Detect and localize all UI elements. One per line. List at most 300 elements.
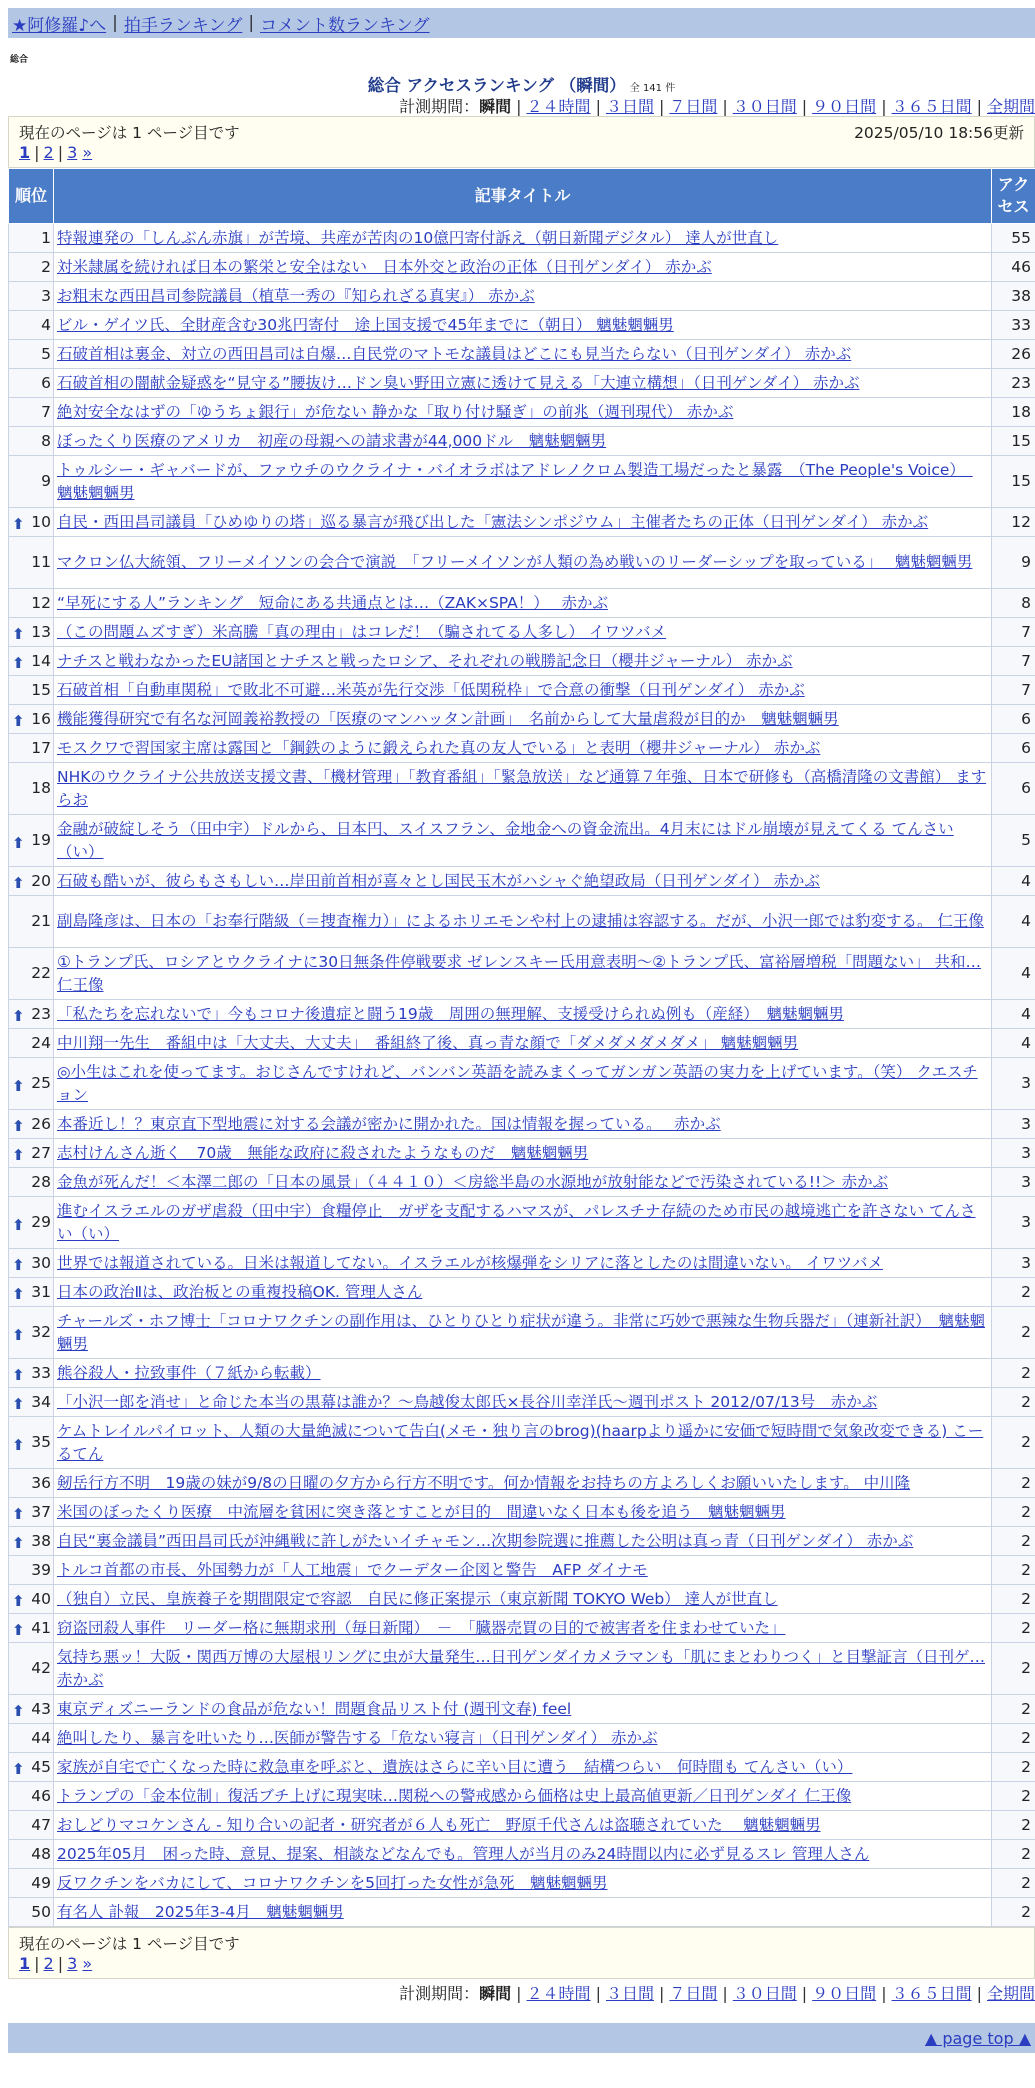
- article-link[interactable]: ナチスと戦わなかったEU諸国とナチスと戦ったロシア、それぞれの戦勝記念日（櫻井ジャーナル） 赤かぶ: [57, 652, 793, 670]
- pager-current-page[interactable]: 1: [19, 1954, 30, 1973]
- table-row: [9, 1840, 1035, 1869]
- table-row: [9, 282, 1035, 311]
- title-cell: [54, 1029, 992, 1058]
- title-cell: [54, 1724, 992, 1753]
- rank-up-arrow-icon: ⬆: [12, 1254, 25, 1277]
- title-cell: [54, 1614, 992, 1643]
- rank-cell: [9, 1000, 54, 1029]
- rank-number: 28: [31, 1173, 51, 1191]
- title-cell: [54, 1168, 992, 1197]
- comment-ranking-link[interactable]: コメント数ランキング: [260, 11, 430, 36]
- article-link[interactable]: ケムトレイルパイロット、人類の大量絶滅について告白(メモ・独り言のbrog)(haarpより遥かに安価で短時間で気象改変できる) こーるてん: [57, 1422, 983, 1463]
- article-link[interactable]: 機能獲得研究で有名な河岡義裕教授の「医療のマンハッタン計画」 名前からして大量虐殺が目的か 魑魅魍魎男: [57, 710, 839, 728]
- rank-cell: [9, 1498, 54, 1527]
- table-row: [9, 896, 1035, 948]
- article-link[interactable]: 反ワクチンをバカにして、コロナワクチンを5回打った女性が急死 魑魅魍魎男: [57, 1874, 608, 1892]
- rank-number: 2: [41, 258, 51, 276]
- article-link[interactable]: 自民“裏金議員”西田昌司氏が沖縄戦に許しがたいイチャモン…次期参院選に推薦した公明は真っ青（日刊ゲンダイ） 赤かぶ: [57, 1532, 913, 1550]
- pager-top: [8, 116, 1035, 168]
- rank-cell: [9, 1359, 54, 1388]
- period-link[interactable]: ９０日間: [812, 97, 876, 116]
- rank-cell: [9, 1168, 54, 1197]
- period-link[interactable]: ７日間: [669, 97, 717, 116]
- table-row: [9, 618, 1035, 647]
- article-link[interactable]: 副島隆彦は、日本の「お奉行階級（＝捜査権力）」によるホリエモンや村上の逮捕は容認する。だが、小沢一郎では豹変する。 仁王像: [57, 912, 984, 930]
- title-cell: [54, 1782, 992, 1811]
- article-link[interactable]: ①トランプ氏、ロシアとウクライナに30日無条件停戦要求 ゼレンスキー氏用意表明～②トランプ氏、富裕層増税「問題ない」 共和… 仁王像: [57, 953, 981, 994]
- rank-cell: [9, 647, 54, 676]
- rank-number: 47: [31, 1816, 51, 1834]
- title-cell: [54, 1898, 992, 1927]
- title-cell: [54, 1359, 992, 1388]
- title-cell: [54, 1643, 992, 1695]
- rank-number: 6: [41, 374, 51, 392]
- ranking-table: [8, 168, 1035, 1927]
- rank-up-arrow-icon: ⬆: [12, 1075, 25, 1098]
- article-link[interactable]: 世界では報道されている。日米は報道してない。イスラエルが核爆弾をシリアに落としたのは間違いない。 イワツバメ: [57, 1254, 883, 1272]
- title-cell: [54, 1753, 992, 1782]
- period-link[interactable]: ３０日間: [733, 1984, 797, 2003]
- pager-page-link[interactable]: 2: [44, 143, 54, 162]
- title-cell: [54, 1585, 992, 1614]
- page: [8, 8, 1035, 2053]
- pager-page-link[interactable]: 2: [44, 1954, 54, 1973]
- period-link[interactable]: 全期間: [987, 97, 1035, 116]
- title-cell: [54, 1417, 992, 1469]
- rank-cell: [9, 537, 54, 589]
- rank-number: 39: [31, 1561, 51, 1579]
- table-row: [9, 427, 1035, 456]
- article-link[interactable]: 窃盗団殺人事件 リーダー格に無期求刑（毎日新聞） － 「臓器売買の目的で被害者を住まわせていた」: [57, 1619, 786, 1637]
- article-link[interactable]: 家族が自宅で亡くなった時に救急車を呼ぶと、遺族はさらに辛い目に遭う 結構つらい 何時間も てんさい（い）: [57, 1758, 852, 1776]
- period-link[interactable]: ３６５日間: [892, 97, 972, 116]
- rank-cell: [9, 618, 54, 647]
- article-link[interactable]: 金融が破綻しそう（田中宇）ドルから、日本円、スイスフラン、金地金への資金流出。4月末にはドル崩壊が見えてくる てんさい（い）: [57, 820, 954, 861]
- rank-number: 16: [31, 710, 51, 728]
- access-count: 3: [992, 1197, 1035, 1249]
- article-link[interactable]: NHKのウクライナ公共放送支援文書、「機材管理」「教育番組」「緊急放送」など通算７年強、日本で研修も（高橋清隆の文書館） ますらお: [57, 768, 986, 809]
- rank-up-arrow-icon: ⬆: [12, 1283, 25, 1306]
- rank-number: 3: [41, 287, 51, 305]
- rank-up-arrow-icon: ⬆: [12, 1619, 25, 1642]
- title-cell: [54, 1498, 992, 1527]
- table-row: [9, 815, 1035, 867]
- rank-number: 41: [31, 1619, 51, 1637]
- title-cell: [54, 1110, 992, 1139]
- table-row: [9, 734, 1035, 763]
- rank-cell: [9, 705, 54, 734]
- rank-cell: [9, 1527, 54, 1556]
- table-row: [9, 340, 1035, 369]
- access-count: 2: [992, 1898, 1035, 1927]
- period-link[interactable]: ３日間: [606, 97, 654, 116]
- article-link[interactable]: 対米隷属を続ければ日本の繁栄と安全はない 日本外交と政治の正体（日刊ゲンダイ） 赤かぶ: [57, 258, 712, 276]
- table-row: [9, 1898, 1035, 1927]
- rank-up-arrow-icon: ⬆: [12, 1144, 25, 1167]
- top-nav-bar: [8, 8, 1035, 38]
- home-link[interactable]: ★阿修羅♪へ: [12, 11, 106, 36]
- article-link[interactable]: “早死にする人”ランキング 短命にある共通点とは…（ZAK×SPA！） 赤かぶ: [57, 594, 608, 612]
- title-cell: [54, 1388, 992, 1417]
- rank-up-arrow-icon: ⬆: [12, 1115, 25, 1138]
- rank-number: 40: [31, 1590, 51, 1608]
- article-link[interactable]: ぼったくり医療のアメリカ 初産の母親への請求書が44,000ドル 魑魅魍魎男: [57, 432, 606, 450]
- rank-up-arrow-icon: ⬆: [12, 1532, 25, 1555]
- access-count: 4: [992, 948, 1035, 1000]
- article-link[interactable]: 有名人 訃報 2025年3-4月 魑魅魍魎男: [57, 1903, 344, 1921]
- table-row: [9, 676, 1035, 705]
- title-cell: [54, 1695, 992, 1724]
- rank-number: 43: [31, 1700, 51, 1718]
- period-separator: |: [722, 97, 727, 116]
- rank-number: 34: [31, 1393, 51, 1411]
- rank-column-header: 順位: [9, 169, 54, 224]
- access-count: 2: [992, 1695, 1035, 1724]
- table-row: [9, 1000, 1035, 1029]
- rank-up-arrow-icon: ⬆: [12, 652, 25, 675]
- article-link[interactable]: 日本の政治Ⅱは、政治板との重複投稿OK. 管理人さん: [57, 1283, 422, 1301]
- rank-number: 44: [31, 1729, 51, 1747]
- title-cell: [54, 763, 992, 815]
- article-link[interactable]: ◎小生はこれを使ってます。おじさんですけれど、バンバン英語を読みまくってガンガン英語の実力を上げています。（笑） クエスチョン: [57, 1063, 978, 1104]
- table-row: [9, 1869, 1035, 1898]
- table-row: [9, 508, 1035, 537]
- table-row: [9, 1278, 1035, 1307]
- period-separator: |: [722, 1984, 727, 2003]
- period-separator: |: [659, 97, 664, 116]
- article-link[interactable]: ビル・ゲイツ氏、全財産含む30兆円寄付 途上国支援で45年までに（朝日） 魑魅魍魎男: [57, 316, 674, 334]
- title-cell: [54, 1307, 992, 1359]
- rank-up-arrow-icon: ⬆: [12, 832, 25, 855]
- access-count: 33: [992, 311, 1035, 340]
- rank-number: 25: [31, 1074, 51, 1092]
- access-count: 2: [992, 1643, 1035, 1695]
- article-link[interactable]: トルコ首都の市長、外国勢力が「人工地震」でクーデター企図と警告 AFP ダイナモ: [57, 1561, 648, 1579]
- rank-cell: [9, 311, 54, 340]
- article-link[interactable]: （この問題ムズすぎ）米高騰「真の理由」はコレだ！（騙されてる人多し） イワツバメ: [57, 623, 666, 641]
- rank-number: 13: [31, 623, 51, 641]
- rank-number: 24: [31, 1034, 51, 1052]
- rank-up-arrow-icon: ⬆: [12, 1324, 25, 1347]
- article-link[interactable]: 石破首相は裏金、対立の西田昌司は自爆…自民党のマトモな議員はどこにも見当たらない（日刊ゲンダイ） 赤かぶ: [57, 345, 851, 363]
- pager-page-link[interactable]: 3: [67, 143, 77, 162]
- title-cell: [54, 311, 992, 340]
- table-row: [9, 1417, 1035, 1469]
- rank-up-arrow-icon: ⬆: [12, 1393, 25, 1416]
- table-row: [9, 1556, 1035, 1585]
- article-link[interactable]: 「小沢一郎を消せ」と命じた本当の黒幕は誰か？～鳥越俊太郎氏×長谷川幸洋氏～週刊ポスト 2012/07/13号 赤かぶ: [57, 1393, 877, 1411]
- title-cell: [54, 676, 992, 705]
- article-link[interactable]: トゥルシー・ギャバードが、ファウチのウクライナ・バイオラボはアドレノクロム製造工場だったと暴露 （The People's Voice） 魑魅魍魎男: [57, 461, 973, 502]
- rank-cell: [9, 1695, 54, 1724]
- pager-links: [19, 1954, 1024, 1976]
- pager-current-page[interactable]: 1: [19, 143, 30, 162]
- rank-number: 42: [31, 1659, 51, 1677]
- access-count: 4: [992, 867, 1035, 896]
- title-cell: [54, 1527, 992, 1556]
- table-row: [9, 253, 1035, 282]
- access-count: 3: [992, 1139, 1035, 1168]
- period-selector-bottom: [8, 1981, 1035, 2003]
- period-link[interactable]: ２４時間: [527, 1984, 591, 2003]
- applause-ranking-link[interactable]: 拍手ランキング: [124, 11, 243, 36]
- access-count: 2: [992, 1556, 1035, 1585]
- article-link[interactable]: 絶叫したり、暴言を吐いたり…医師が警告する「危ない寝言」（日刊ゲンダイ） 赤かぶ: [57, 1729, 657, 1747]
- title-cell: [54, 1811, 992, 1840]
- access-count: 7: [992, 647, 1035, 676]
- access-count: 2: [992, 1585, 1035, 1614]
- article-link[interactable]: マクロン仏大統領、フリーメイソンの会合で演説 「フリーメイソンが人類の為め戦いのリーダーシップを取っている」 魑魅魍魎男: [57, 553, 972, 571]
- rank-number: 11: [31, 553, 51, 571]
- period-separator: |: [516, 1984, 521, 2003]
- access-count: 46: [992, 253, 1035, 282]
- access-count: 2: [992, 1359, 1035, 1388]
- period-link[interactable]: ３０日間: [733, 97, 797, 116]
- article-link[interactable]: 熊谷殺人・拉致事件（７紙から転載）: [57, 1364, 321, 1382]
- table-row: [9, 1643, 1035, 1695]
- rank-cell: [9, 398, 54, 427]
- article-link[interactable]: 特報連発の「しんぶん赤旗」が苦境、共産が苦肉の10億円寄付訴え（朝日新聞デジタル） 達人が世直し: [57, 229, 778, 247]
- rank-cell: [9, 427, 54, 456]
- access-count: 15: [992, 427, 1035, 456]
- rank-number: 37: [31, 1503, 51, 1521]
- title-cell: [54, 369, 992, 398]
- updated-time: 2025/05/10 18:56更新: [854, 121, 1024, 143]
- title-cell: [54, 705, 992, 734]
- article-link[interactable]: 剱岳行方不明 19歳の妹が9/8の日曜の夕方から行方不明です。何か情報をお持ちの方よろしくお願いいたします。 中川隆: [57, 1474, 910, 1492]
- article-link[interactable]: お粗末な西田昌司参院議員（植草一秀の『知られざる真実』） 赤かぶ: [57, 287, 535, 305]
- rank-number: 15: [31, 681, 51, 699]
- page-status: 現在のページは 1 ページ目です: [19, 121, 240, 143]
- rank-number: 23: [31, 1005, 51, 1023]
- rank-number: 36: [31, 1474, 51, 1492]
- rank-cell: [9, 369, 54, 398]
- rank-cell: [9, 1556, 54, 1585]
- page-status: 現在のページは 1 ページ目です: [19, 1932, 240, 1954]
- article-link[interactable]: モスクワで習国家主席は露国と「鋼鉄のように鍛えられた真の友人でいる」と表明（櫻井ジャーナル） 赤かぶ: [57, 739, 820, 757]
- pager-separator: |: [34, 1954, 39, 1973]
- table-row: [9, 537, 1035, 589]
- access-count: 12: [992, 508, 1035, 537]
- rank-cell: [9, 224, 54, 253]
- period-label: 計測期間：: [399, 97, 479, 116]
- rank-cell: [9, 1869, 54, 1898]
- title-cell: [54, 867, 992, 896]
- article-link[interactable]: 石破首相の闇献金疑惑を“見守る”腰抜け…ドン臭い野田立憲に透けて見える「大連立構想」（日刊ゲンダイ） 赤かぶ: [57, 374, 860, 392]
- article-link[interactable]: 中川翔一先生 番組中は「大丈夫、大丈夫」 番組終了後、真っ青な顔で「ダメダメダメダメ」 魑魅魍魎男: [57, 1034, 798, 1052]
- rank-cell: [9, 1614, 54, 1643]
- table-row: [9, 1614, 1035, 1643]
- rank-number: 29: [31, 1213, 51, 1231]
- rank-cell: [9, 589, 54, 618]
- article-link[interactable]: 自民・西田昌司議員「ひめゆりの塔」巡る暴言が飛び出した「憲法シンポジウム」主催者たちの正体（日刊ゲンダイ） 赤かぶ: [57, 513, 928, 531]
- rank-number: 9: [41, 472, 51, 490]
- article-link[interactable]: 絶対安全なはずの「ゆうちょ銀行」が危ない 静かな「取り付け騒ぎ」の前兆（週刊現代） 赤かぶ: [57, 403, 733, 421]
- article-link[interactable]: 進むイスラエルのガザ虐殺（田中宇）食糧停止 ガザを支配するハマスが、パレスチナ存続のため市民の越境逃亡を許さない てんさい（い）: [57, 1202, 976, 1243]
- access-count: 7: [992, 676, 1035, 705]
- table-row: [9, 1724, 1035, 1753]
- footer-bar: [8, 2023, 1035, 2053]
- period-link[interactable]: ３日間: [606, 1984, 654, 2003]
- title-cell: [54, 253, 992, 282]
- table-row: [9, 1359, 1035, 1388]
- article-link[interactable]: 本番近し！？東京直下型地震に対する会議が密かに開かれた。国は情報を握っている。 赤かぶ: [57, 1115, 721, 1133]
- rank-cell: [9, 676, 54, 705]
- article-link[interactable]: （独自）立民、皇族養子を期間限定で容認 自民に修正案提示（東京新聞 TOKYO Web） 達人が世直し: [57, 1590, 778, 1608]
- access-count: 2: [992, 1388, 1035, 1417]
- rank-number: 17: [31, 739, 51, 757]
- period-link[interactable]: ７日間: [669, 1984, 717, 2003]
- table-row: [9, 1527, 1035, 1556]
- period-separator: |: [596, 1984, 601, 2003]
- article-link[interactable]: おしどりマコケンさん - 知り合いの記者・研究者が６人も死亡 野原千代さんは盗聴されていた 魑魅魍魎男: [57, 1816, 821, 1834]
- article-link[interactable]: 金魚が死んだ！＜本澤二郎の「日本の風景」（４４１０）＜房総半島の水源地が放射能などで汚染されている!!＞ 赤かぶ: [57, 1173, 888, 1191]
- access-count: 38: [992, 282, 1035, 311]
- rank-number: 5: [41, 345, 51, 363]
- access-count: 2: [992, 1417, 1035, 1469]
- rank-cell: [9, 1840, 54, 1869]
- rank-number: 45: [31, 1758, 51, 1776]
- rank-cell: [9, 1197, 54, 1249]
- article-link[interactable]: 気持ち悪ッ！大阪・関西万博の大屋根リングに虫が大量発生…日刊ゲンダイカメラマンも「肌にまとわりつく」と目撃証言（日刊ゲ… 赤かぶ: [57, 1648, 985, 1689]
- rank-cell: [9, 734, 54, 763]
- access-count: 3: [992, 1168, 1035, 1197]
- rank-up-arrow-icon: ⬆: [12, 1364, 25, 1387]
- rank-cell: [9, 1417, 54, 1469]
- access-count: 2: [992, 1614, 1035, 1643]
- period-selector-top: [8, 94, 1035, 116]
- rank-cell: [9, 948, 54, 1000]
- access-count: 2: [992, 1869, 1035, 1898]
- rank-number: 33: [31, 1364, 51, 1382]
- access-count: 2: [992, 1724, 1035, 1753]
- title-cell: [54, 1000, 992, 1029]
- rank-cell: [9, 1139, 54, 1168]
- period-separator: |: [802, 1984, 807, 2003]
- table-row: [9, 867, 1035, 896]
- article-link[interactable]: 石破も酷いが、彼らもさもしい…岸田前首相が喜々とし国民玉木がハシャぐ絶望政局（日刊ゲンダイ） 赤かぶ: [57, 872, 820, 890]
- rank-cell: [9, 508, 54, 537]
- rank-up-arrow-icon: ⬆: [12, 1758, 25, 1781]
- pager-next-link[interactable]: »: [82, 143, 92, 162]
- page-top-link[interactable]: ▲ page top ▲: [925, 2029, 1031, 2048]
- access-count: 55: [992, 224, 1035, 253]
- access-count: 6: [992, 763, 1035, 815]
- rank-cell: [9, 1307, 54, 1359]
- access-count: 2: [992, 1469, 1035, 1498]
- pager-bottom: [8, 1927, 1035, 1979]
- title-cell: [54, 1869, 992, 1898]
- period-separator: |: [659, 1984, 664, 2003]
- rank-number: 31: [31, 1283, 51, 1301]
- period-separator: |: [881, 1984, 886, 2003]
- rank-up-arrow-icon: ⬆: [12, 513, 25, 536]
- article-link[interactable]: 石破首相「自動車関税」で敗北不可避…米英が先行交渉「低関税枠」で合意の衝撃（日刊ゲンダイ） 赤かぶ: [57, 681, 805, 699]
- rank-cell: [9, 1585, 54, 1614]
- title-cell: [54, 618, 992, 647]
- period-separator: |: [977, 1984, 982, 2003]
- access-count: 2: [992, 1527, 1035, 1556]
- rank-cell: [9, 867, 54, 896]
- period-link[interactable]: ３６５日間: [892, 1984, 972, 2003]
- rank-number: 32: [31, 1323, 51, 1341]
- table-row: [9, 1139, 1035, 1168]
- title-cell: [54, 1840, 992, 1869]
- title-cell: [54, 948, 992, 1000]
- period-link[interactable]: ２４時間: [527, 97, 591, 116]
- title-cell: [54, 1197, 992, 1249]
- table-row: [9, 1058, 1035, 1110]
- rank-cell: [9, 1249, 54, 1278]
- access-count: 15: [992, 456, 1035, 508]
- table-row: [9, 1585, 1035, 1614]
- rank-up-arrow-icon: ⬆: [12, 1590, 25, 1613]
- rank-number: 48: [31, 1845, 51, 1863]
- article-link[interactable]: 志村けんさん逝く 70歳 無能な政府に殺されたようなものだ 魑魅魍魎男: [57, 1144, 588, 1162]
- table-row: [9, 948, 1035, 1000]
- rank-cell: [9, 1469, 54, 1498]
- rank-cell: [9, 763, 54, 815]
- period-link[interactable]: 全期間: [987, 1984, 1035, 2003]
- rank-number: 19: [31, 831, 51, 849]
- total-count: 全 141 件: [630, 83, 675, 94]
- table-row: [9, 1695, 1035, 1724]
- access-count: 8: [992, 589, 1035, 618]
- rank-cell: [9, 282, 54, 311]
- pager-page-link[interactable]: 3: [67, 1954, 77, 1973]
- title-cell: [54, 508, 992, 537]
- table-row: [9, 1469, 1035, 1498]
- access-count: 2: [992, 1811, 1035, 1840]
- pager-next-link[interactable]: »: [82, 1954, 92, 1973]
- rank-cell: [9, 815, 54, 867]
- access-count: 2: [992, 1782, 1035, 1811]
- access-count: 7: [992, 618, 1035, 647]
- access-count: 3: [992, 1058, 1035, 1110]
- table-row: [9, 1388, 1035, 1417]
- rank-number: 1: [41, 229, 51, 247]
- title-cell: [54, 537, 992, 589]
- article-link[interactable]: 東京ディズニーランドの食品が危ない！問題食品リスト付 (週刊文春) feel: [57, 1700, 571, 1718]
- rank-number: 26: [31, 1115, 51, 1133]
- breadcrumb: 総合: [10, 52, 1035, 66]
- rank-cell: [9, 1643, 54, 1695]
- article-link[interactable]: トランプの「金本位制」復活ブチ上げに現実味…関税への警戒感から価格は史上最高値更新／日刊ゲンダイ 仁王像: [57, 1787, 851, 1805]
- pager-separator: |: [58, 143, 63, 162]
- table-row: [9, 1498, 1035, 1527]
- access-count: 2: [992, 1278, 1035, 1307]
- title-cell: [54, 589, 992, 618]
- rank-up-arrow-icon: ⬆: [12, 623, 25, 646]
- rank-number: 12: [31, 594, 51, 612]
- article-link[interactable]: 「私たちを忘れないで」今もコロナ後遺症と闘う19歳 周囲の無理解、支援受けられぬ例も（産経） 魑魅魍魎男: [57, 1005, 844, 1023]
- article-link[interactable]: 2025年05月 困った時、意見、提案、相談などなんでも。管理人が当月のみ24時間以内に必ず見るスレ 管理人さん: [57, 1845, 869, 1863]
- rank-cell: [9, 1724, 54, 1753]
- period-link[interactable]: ９０日間: [812, 1984, 876, 2003]
- table-row: [9, 311, 1035, 340]
- access-count: 2: [992, 1840, 1035, 1869]
- page-title: [8, 72, 1035, 92]
- table-row: [9, 1782, 1035, 1811]
- article-link[interactable]: チャールズ・ホフ博士「コロナワクチンの副作用は、ひとりひとり症状が違う。非常に巧妙で悪辣な生物兵器だ」（連新社訳） 魑魅魍魎男: [57, 1312, 985, 1353]
- article-link[interactable]: 米国のぼったくり医療 中流層を貧困に突き落とすことが目的 間違いなく日本も後を追う 魑魅魍魎男: [57, 1503, 786, 1521]
- pager-separator: |: [58, 1954, 63, 1973]
- access-count: 2: [992, 1498, 1035, 1527]
- title-cell: [54, 427, 992, 456]
- ranking-rows: [9, 224, 1035, 1927]
- title-cell: [54, 896, 992, 948]
- rank-up-arrow-icon: ⬆: [12, 1700, 25, 1723]
